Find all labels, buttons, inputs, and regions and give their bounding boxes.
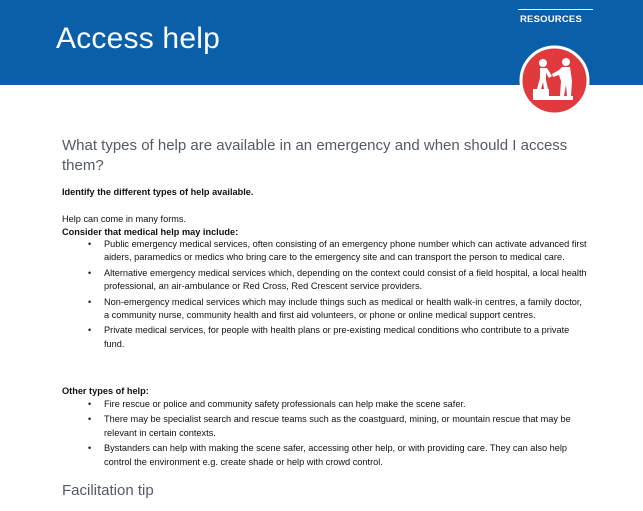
list-item: • Non-emergency medical services which may include things such as medical or health walk-in centres, a family doctor, a community nurse, community health and first aid volunteers, or phone or online medical support centres. [88, 296, 582, 321]
medical-help-list [62, 238, 587, 353]
other-help-list [62, 398, 587, 471]
help-forms-text: Help can come in many forms. [62, 214, 187, 224]
list-item: • Private medical services, for people with health plans or pre-existing medical conditions who contribute to a private fund. [88, 325, 570, 349]
bullet-icon: • [88, 443, 92, 454]
page-title: Access help [56, 22, 220, 55]
list-item: • Bystanders can help with making the scene safer, accessing other help, or with providing care. They can also help control the environment e.g. create shade or help with crowd control. [88, 443, 568, 467]
facilitation-tip-heading: Facilitation tip [62, 482, 154, 499]
resources-divider [518, 9, 593, 10]
list-item: • Alternative emergency medical services which, depending on the context could consist of a field hospital, a local health professional, an air-ambulance or Red Cross, Red Crescent service providers. [88, 267, 587, 292]
bullet-icon: • [88, 325, 92, 336]
other-help-heading: Other types of help: [62, 386, 149, 396]
category-label: RESOURCES [520, 14, 582, 25]
list-item: • There may be specialist search and rescue teams such as the coastguard, mining, or mountain rescue that may be relevant in certain contexts. [88, 414, 571, 438]
list-item: • Fire rescue or police and community safety professionals can help make the scene safer. [62, 398, 587, 411]
bullet-icon: • [88, 239, 92, 249]
bullet-icon: • [88, 399, 92, 409]
intro-text: Identify the different types of help available. [62, 187, 254, 197]
list-item: • Public emergency medical services, often consisting of an emergency phone number which can activate advanced first aiders, paramedics or medics who bring care to the emergency site and can transport the person to medical care. [88, 239, 587, 263]
bullet-icon: • [88, 267, 92, 278]
medical-help-heading: Consider that medical help may include: [62, 227, 239, 237]
section-heading: What types of help are available in an emergency and when should I access them? [62, 137, 568, 174]
bullet-icon: • [88, 296, 92, 307]
bullet-icon: • [88, 414, 92, 425]
helping-hand-icon [519, 45, 590, 116]
